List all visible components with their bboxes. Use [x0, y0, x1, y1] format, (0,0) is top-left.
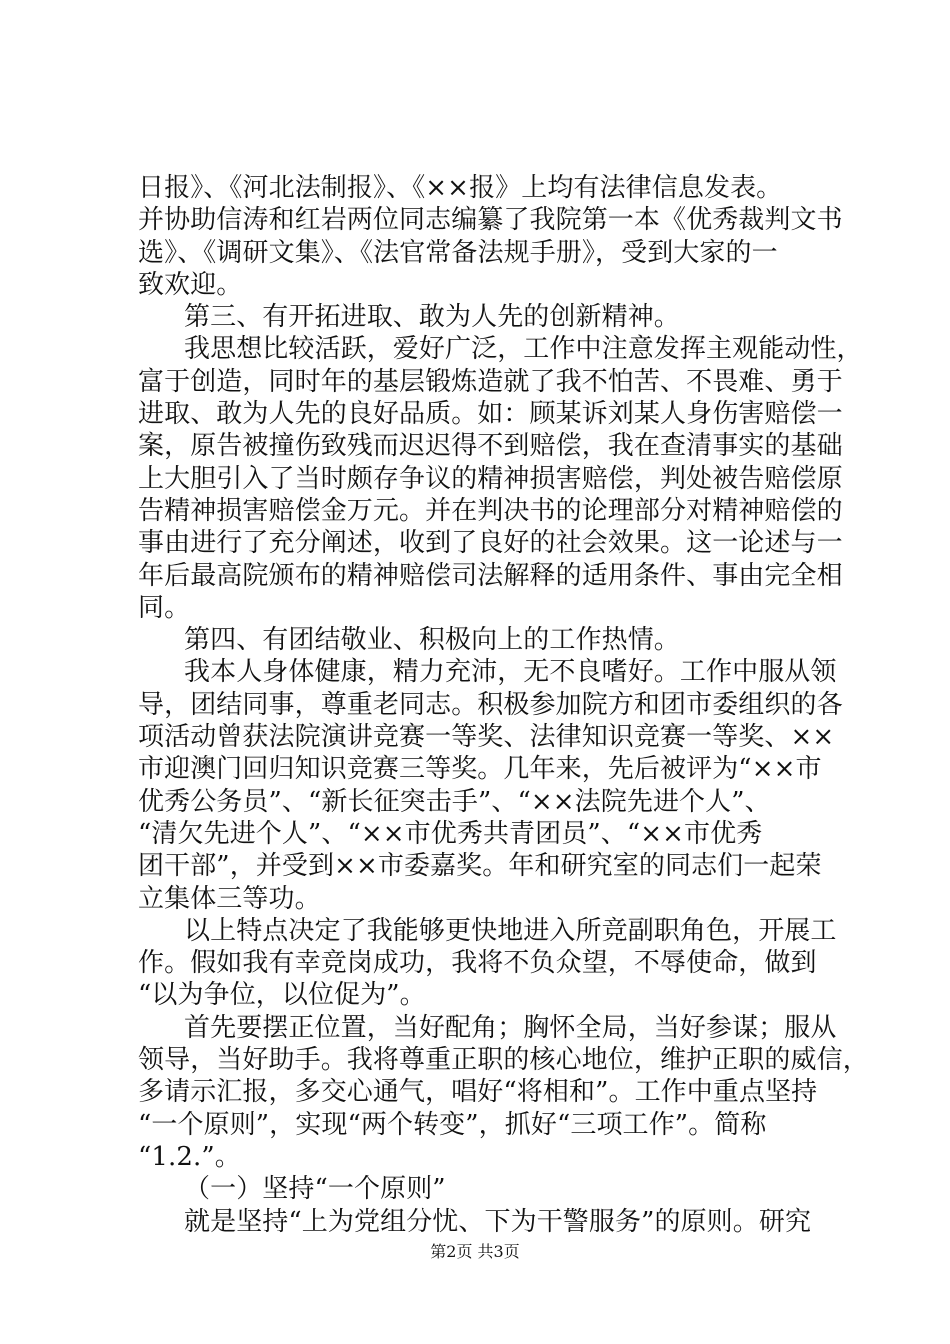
text-line: “1.2.”。 [138, 1141, 241, 1172]
section-heading: 第四、有团结敬业、积极向上的工作热情。 [184, 625, 680, 656]
text-line: 事由进行了充分阐述，收到了良好的社会效果。这一论述与一 [138, 528, 843, 559]
text-line: “以为争位，以位促为”。 [138, 980, 426, 1011]
section-heading: 第三、有开拓进取、敢为人先的创新精神。 [184, 302, 680, 333]
text-line: 并协助信涛和红岩两位同志编纂了我院第一本《优秀裁判文书 [138, 205, 843, 236]
page-number-footer: 第2页 共3页 [430, 1242, 520, 1261]
text-line: 致欢迎。 [138, 269, 243, 300]
text-line: 团干部”，并受到××市委嘉奖。年和研究室的同志们一起荣 [138, 851, 822, 882]
text-line: 立集体三等功。 [138, 883, 321, 914]
text-line: 进取、敢为人先的良好品质。如：顾某诉刘某人身伤害赔偿一 [138, 399, 843, 430]
text-line: “一个原则”，实现“两个转变”，抓好“三项工作”。简称 [138, 1109, 767, 1140]
text-line: 以上特点决定了我能够更快地进入所竞副职角色，开展工 [184, 915, 837, 946]
text-line: 选》、《调研文集》、《法官常备法规手册》，受到大家的一 [138, 237, 778, 268]
text-line: 优秀公务员”、“新长征突击手”、“××法院先进个人”、 [138, 786, 771, 817]
text-line: 告精神损害赔偿金万元。并在判决书的论理部分对精神赔偿的 [138, 495, 843, 526]
text-line: 同。 [138, 592, 191, 623]
text-line: 多请示汇报，多交心通气，唱好“将相和”。工作中重点坚持 [138, 1077, 818, 1108]
text-line: 案，原告被撞伤致残而迟迟得不到赔偿，我在查清事实的基础 [138, 431, 843, 462]
text-line: 市迎澳门回归知识竞赛三等奖。几年来，先后被评为“××市 [138, 754, 822, 785]
text-line: 作。假如我有幸竞岗成功，我将不负众望，不辱使命，做到 [138, 948, 817, 979]
text-line: 导，团结同事，尊重老同志。积极参加院方和团市委组织的各 [138, 689, 843, 720]
text-line: 我思想比较活跃，爱好广泛，工作中注意发挥主观能动性， [184, 334, 863, 365]
text-line: 领导，当好助手。我将尊重正职的核心地位，维护正职的威信， [138, 1045, 869, 1076]
document-body [138, 172, 869, 1238]
text-line: 我本人身体健康，精力充沛，无不良嗜好。工作中服从领 [184, 657, 837, 688]
text-line: 年后最高院颁布的精神赔偿司法解释的适用条件、事由完全相 [138, 560, 843, 591]
text-line: “清欠先进个人”、“××市优秀共青团员”、“××市优秀 [138, 818, 763, 849]
text-line: 项活动曾获法院演讲竞赛一等奖、法律知识竞赛一等奖、×× [138, 722, 835, 753]
text-line: 富于创造，同时年的基层锻炼造就了我不怕苦、不畏难、勇于 [138, 366, 843, 397]
section-heading: （一）坚持“一个原则” [184, 1174, 446, 1205]
text-line: 就是坚持“上为党组分忧、下为干警服务”的原则。研究 [184, 1206, 812, 1237]
text-line: 日报》、《河北法制报》、《××报》上均有法律信息发表。 [138, 173, 783, 203]
text-line: 上大胆引入了当时颇存争议的精神损害赔偿，判处被告赔偿原 [138, 463, 843, 494]
text-line: 首先要摆正位置，当好配角；胸怀全局，当好参谋；服从 [184, 1012, 837, 1043]
